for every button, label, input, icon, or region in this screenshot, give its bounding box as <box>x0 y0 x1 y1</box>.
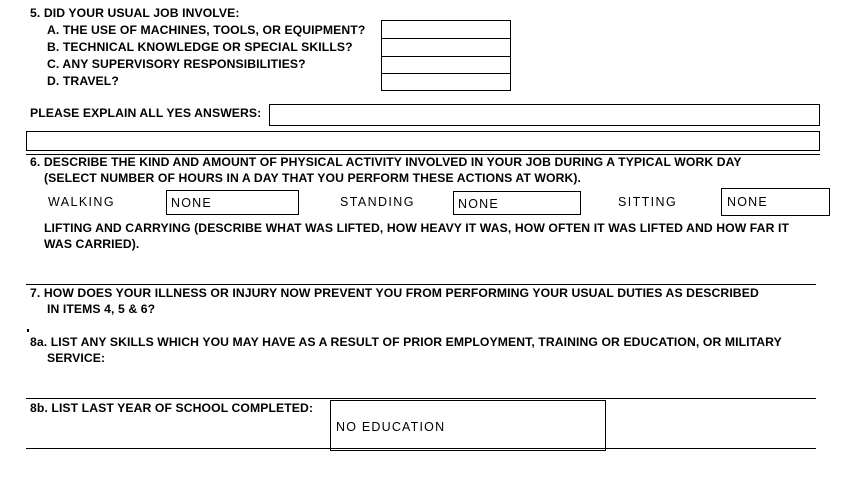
walking-label: WALKING <box>48 195 115 209</box>
q6-line1: 6. DESCRIBE THE KIND AND AMOUNT OF PHYSICAL ACTIVITY INVOLVED IN YOUR JOB DURING A TYPICAL WORK DAY <box>30 155 742 169</box>
q5-d-field[interactable] <box>381 73 511 91</box>
q8b-top-rule <box>26 398 816 399</box>
q5-item-a: A. THE USE OF MACHINES, TOOLS, OR EQUIPMENT? <box>47 23 366 37</box>
q8b-label: 8b. LIST LAST YEAR OF SCHOOL COMPLETED: <box>30 401 314 415</box>
explain-field-2[interactable] <box>26 131 820 151</box>
q5-item-c: C. ANY SUPERVISORY RESPONSIBILITIES? <box>47 57 306 71</box>
q8a-line1: 8a. LIST ANY SKILLS WHICH YOU MAY HAVE AS A RESULT OF PRIOR EMPLOYMENT, TRAINING OR EDUCATION, OR MILITARY <box>30 335 782 349</box>
lifting-line2: WAS CARRIED). <box>44 237 140 251</box>
q6-line2: (SELECT NUMBER OF HOURS IN A DAY THAT YOU PERFORM THESE ACTIONS AT WORK). <box>44 171 582 185</box>
explain-label: PLEASE EXPLAIN ALL YES ANSWERS: <box>30 106 262 120</box>
standing-field[interactable] <box>453 191 581 215</box>
standing-value: NONE <box>458 197 499 211</box>
lifting-line1: LIFTING AND CARRYING (DESCRIBE WHAT WAS LIFTED, HOW HEAVY IT WAS, HOW OFTEN IT WAS LIFTED AND HOW FAR IT <box>44 221 789 235</box>
q7-top-rule <box>26 284 816 285</box>
q5-item-b: B. TECHNICAL KNOWLEDGE OR SPECIAL SKILLS? <box>47 40 353 54</box>
sitting-label: SITTING <box>618 195 678 209</box>
q7-line1: 7. HOW DOES YOUR ILLNESS OR INJURY NOW PREVENT YOU FROM PERFORMING YOUR USUAL DUTIES AS DESCRIBED <box>30 286 759 300</box>
school-value: NO EDUCATION <box>336 420 446 434</box>
q5-title: 5. DID YOUR USUAL JOB INVOLVE: <box>30 6 240 20</box>
q5-b-field[interactable] <box>381 38 511 57</box>
q7-line2: IN ITEMS 4, 5 & 6? <box>47 302 156 316</box>
sitting-field[interactable] <box>721 188 830 216</box>
q8b-bottom-rule <box>26 448 816 449</box>
sitting-value: NONE <box>727 195 768 209</box>
standing-label: STANDING <box>340 195 415 209</box>
explain-field-1[interactable] <box>269 104 820 126</box>
q5-item-d: D. TRAVEL? <box>47 74 119 88</box>
q5-a-field[interactable] <box>381 20 511 39</box>
walking-field[interactable] <box>166 190 299 215</box>
q8a-line2: SERVICE: <box>47 351 106 365</box>
q5-c-field[interactable] <box>381 56 511 74</box>
school-field[interactable] <box>330 400 606 451</box>
stray-mark <box>27 329 29 332</box>
walking-value: NONE <box>171 196 212 210</box>
